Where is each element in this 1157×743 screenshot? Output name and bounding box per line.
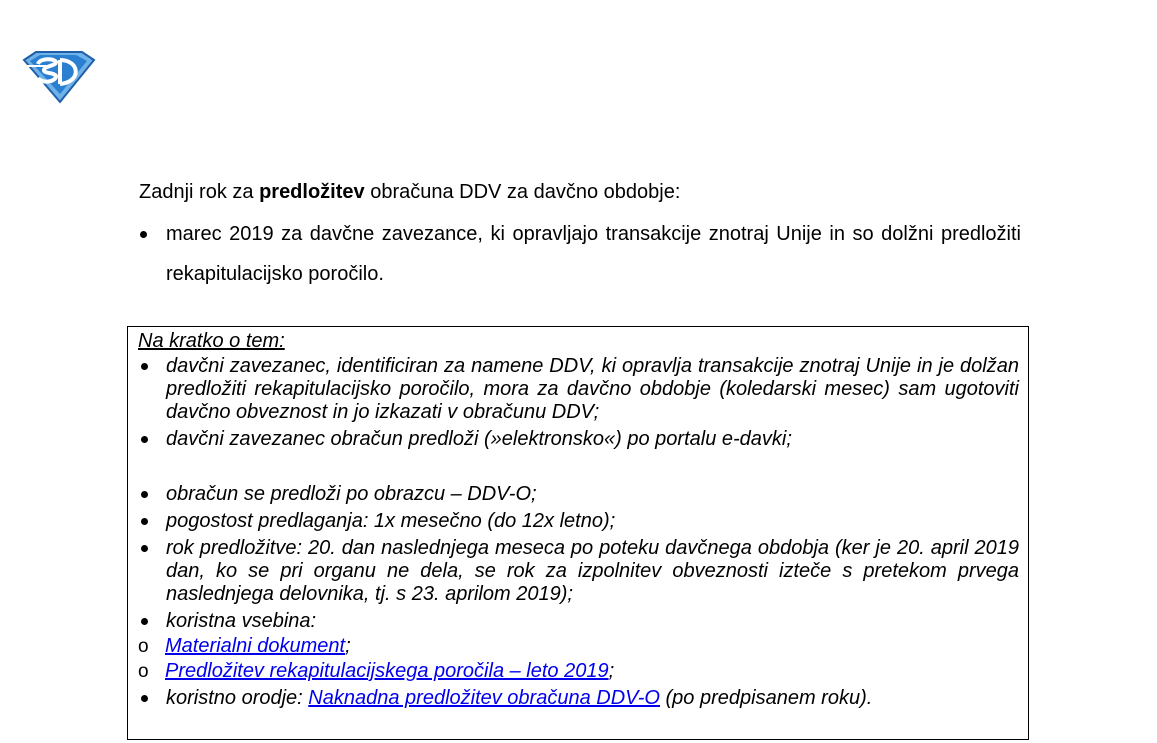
naknadna-predlozitev-link[interactable]: Naknadna predložitev obračuna DDV-O xyxy=(308,687,660,709)
summary-list xyxy=(138,355,1019,710)
summary-item: pogostost predlaganja: 1x mesečno (do 12x letno); xyxy=(138,510,1019,533)
summary-heading: Na kratko o tem: xyxy=(138,330,285,352)
summary-item-useful-content xyxy=(138,610,1019,683)
useful-content-links xyxy=(166,635,1019,683)
summary-item: davčni zavezanec obračun predloži (»elektronsko«) po portalu e-davki; xyxy=(138,428,1019,451)
intro-bold-word: predložitev xyxy=(259,181,365,203)
intro-list xyxy=(139,214,1021,294)
materialni-dokument-link[interactable]: Materialni dokument xyxy=(165,635,346,657)
tool-suffix: (po predpisanem roku). xyxy=(659,687,873,709)
intro-bullet: marec 2019 za davčne zavezance, ki opravljajo transakcije znotraj Unije in so dolžni predložiti rekapitulacijsko poročilo. xyxy=(139,214,1021,294)
summary-box xyxy=(127,326,1029,740)
summary-item-tool xyxy=(138,687,1019,710)
rekapitulacijsko-porocilo-link[interactable]: Predložitev rekapitulacijskega poročila – leto 2019 xyxy=(165,660,609,682)
useful-content-label: koristna vsebina: xyxy=(166,610,317,632)
intro-sentence xyxy=(139,176,1021,208)
intro-text-end: obračuna DDV za davčno obdobje: xyxy=(364,181,681,203)
intro-text-start: Zadnji rok za xyxy=(139,181,260,203)
sub-link-suffix: ; xyxy=(345,635,351,657)
sub-link-item xyxy=(138,660,1019,683)
summary-item: davčni zavezanec, identificiran za namene DDV, ki opravlja transakcije znotraj Unije in je dolžan predložiti rekapitulacijsko poročilo, mora za davčno obdobje (koledarski mesec) sam ugotoviti davčno obveznost in jo izkazati v obračunu DDV; xyxy=(138,355,1019,424)
sd-diamond-logo-icon xyxy=(20,50,96,104)
intro-section xyxy=(139,176,1021,294)
sub-link-suffix: ; xyxy=(608,660,615,682)
tool-prefix: koristno orodje: xyxy=(166,687,309,709)
summary-item: rok predložitve: 20. dan naslednjega meseca po poteku davčnega obdobja (ker je 20. april 2019 dan, ko se pri organu ne dela, se rok za izpolnitev obveznosti izteče s pretekom prvega naslednjega delovnika, tj. s 23. aprilom 2019); xyxy=(138,537,1019,606)
summary-item: obračun se predloži po obrazcu – DDV-O; xyxy=(138,483,1019,506)
sub-link-item xyxy=(138,635,1019,658)
